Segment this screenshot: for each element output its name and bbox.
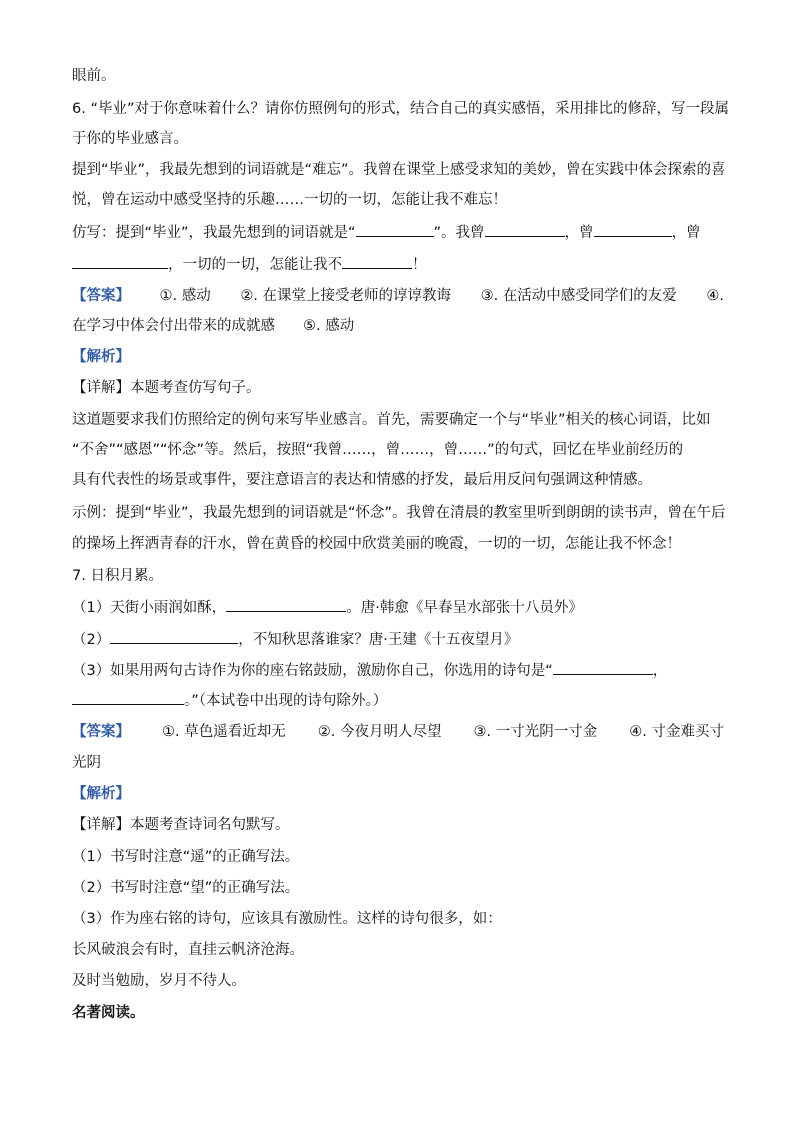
question-7-3-cont — [72, 690, 724, 711]
imitation-line-cont — [72, 254, 724, 275]
question-7: 7. 日积月累。 — [72, 568, 163, 584]
section-heading: 名著阅读。 — [72, 1005, 145, 1021]
question-6-cont: 于你的毕业感言。 — [72, 131, 188, 147]
answer-tag: 【答案】 — [72, 724, 130, 740]
answer-item: ①. 感动 — [159, 288, 211, 304]
text-span: ，曾 — [564, 225, 594, 241]
explanation-line: （2）书写时注意“望”的正确写法。 — [72, 880, 300, 896]
answer-6 — [72, 286, 724, 306]
analysis-tag: 【解析】 — [72, 786, 130, 802]
answer-6-cont — [72, 316, 724, 336]
detail-heading: 【详解】本题考查仿写句子。 — [72, 380, 261, 396]
paragraph-line: 这道题要求我们仿照给定的例句来写毕业感言。首先，需要确定一个与“毕业”相关的核心词语，比如 — [72, 412, 711, 428]
text-span: （3）如果用两句古诗作为你的座右铭鼓励，激励你自己，你选用的诗句是“ — [72, 663, 553, 679]
imitation-prompt: 仿写：提到“毕业”，我最先想到的词语就是“ — [72, 225, 356, 241]
answer-blank[interactable] — [72, 690, 184, 705]
text-span: （1）天街小雨润如酥， — [72, 600, 227, 616]
text-line: 眼前。 — [72, 68, 116, 84]
answer-blank[interactable] — [342, 254, 412, 269]
paragraph-line: 具有代表性的场景或事件，要注意语言的表达和情感的抒发，最后用反问句强调这种情感。 — [72, 472, 652, 488]
text-span: ，曾 — [671, 225, 701, 241]
text-span: 。唐·韩愈《早春呈水部张十八员外》 — [346, 600, 583, 616]
imitation-line — [72, 222, 724, 243]
answer-item: ④. — [706, 288, 724, 304]
paragraph-line: 示例：提到“毕业”，我最先想到的词语就是“怀念”。我曾在清晨的教室里听到朗朗的读书声，曾在午后 — [72, 505, 726, 521]
text-span: ， — [652, 663, 668, 679]
explanation-line: 及时当勉励，岁月不待人。 — [72, 973, 246, 989]
answer-blank[interactable] — [72, 254, 168, 269]
answer-tag: 【答案】 — [72, 288, 130, 304]
answer-7-cont: 光阴 — [72, 755, 101, 771]
answer-item: ②. 在课堂上接受老师的谆谆教诲 — [240, 288, 452, 304]
question-6: 6. “毕业”对于你意味着什么？请你仿照例句的形式，结合自己的真实感悟，采用排比的修辞，写一段属 — [72, 101, 729, 117]
answer-blank[interactable] — [485, 222, 565, 237]
detail-heading: 【详解】本题考查诗词名句默写。 — [72, 817, 290, 833]
answer-item: 在学习中体会付出带来的成就感 — [72, 318, 275, 334]
answer-item: ③. 在活动中感受同学们的友爱 — [480, 288, 677, 304]
analysis-tag: 【解析】 — [72, 349, 130, 365]
explanation-line: （1）书写时注意“遥”的正确写法。 — [72, 849, 300, 865]
answer-item: ②. 今夜月明人尽望 — [317, 724, 442, 740]
text-span: ！ — [412, 257, 427, 273]
text-span: ”。我曾 — [433, 225, 485, 241]
question-7-3 — [72, 660, 724, 681]
answer-item: ①. 草色遥看近却无 — [162, 724, 286, 740]
paragraph-line: 的操场上挥洒青春的汗水，曾在黄昏的校园中欣赏美丽的晚霞，一切的一切，怎能让我不怀念！ — [72, 536, 681, 552]
answer-item: ③. 一寸光阴一寸金 — [473, 724, 598, 740]
answer-blank[interactable] — [553, 660, 653, 675]
answer-blank[interactable] — [226, 597, 346, 612]
question-7-1 — [72, 597, 724, 618]
answer-blank[interactable] — [110, 629, 238, 644]
explanation-line: （3）作为座右铭的诗句，应该具有激励性。这样的诗句很多，如： — [72, 911, 502, 927]
text-span: ，一切的一切，怎能让我不 — [168, 257, 342, 273]
answer-blank[interactable] — [594, 222, 672, 237]
answer-item: ④. 寸金难买寸 — [629, 724, 724, 740]
text-span: 。”（本试卷中出现的诗句除外。） — [184, 693, 388, 709]
example-sentence: 提到“毕业”，我最先想到的词语就是“难忘”。我曾在课堂上感受求知的美妙，曾在实践中体会探索的喜 — [72, 162, 726, 178]
answer-blank[interactable] — [356, 222, 434, 237]
explanation-line: 长风破浪会有时，直挂云帆济沧海。 — [72, 942, 304, 958]
answer-item: ⑤. 感动 — [303, 318, 355, 334]
text-span: （2） — [72, 632, 111, 648]
question-7-2 — [72, 629, 724, 650]
text-span: ，不知秋思落谁家？唐·王建《十五夜望月》 — [238, 632, 519, 648]
answer-7 — [72, 722, 724, 742]
example-sentence-cont: 悦，曾在运动中感受坚持的乐趣……一切的一切，怎能让我不难忘！ — [72, 192, 507, 208]
paragraph-line: “不舍”“感恩”“怀念”等。然后，按照“我曾……，曾……，曾……”的句式，回忆在毕业前经历的 — [72, 442, 684, 458]
